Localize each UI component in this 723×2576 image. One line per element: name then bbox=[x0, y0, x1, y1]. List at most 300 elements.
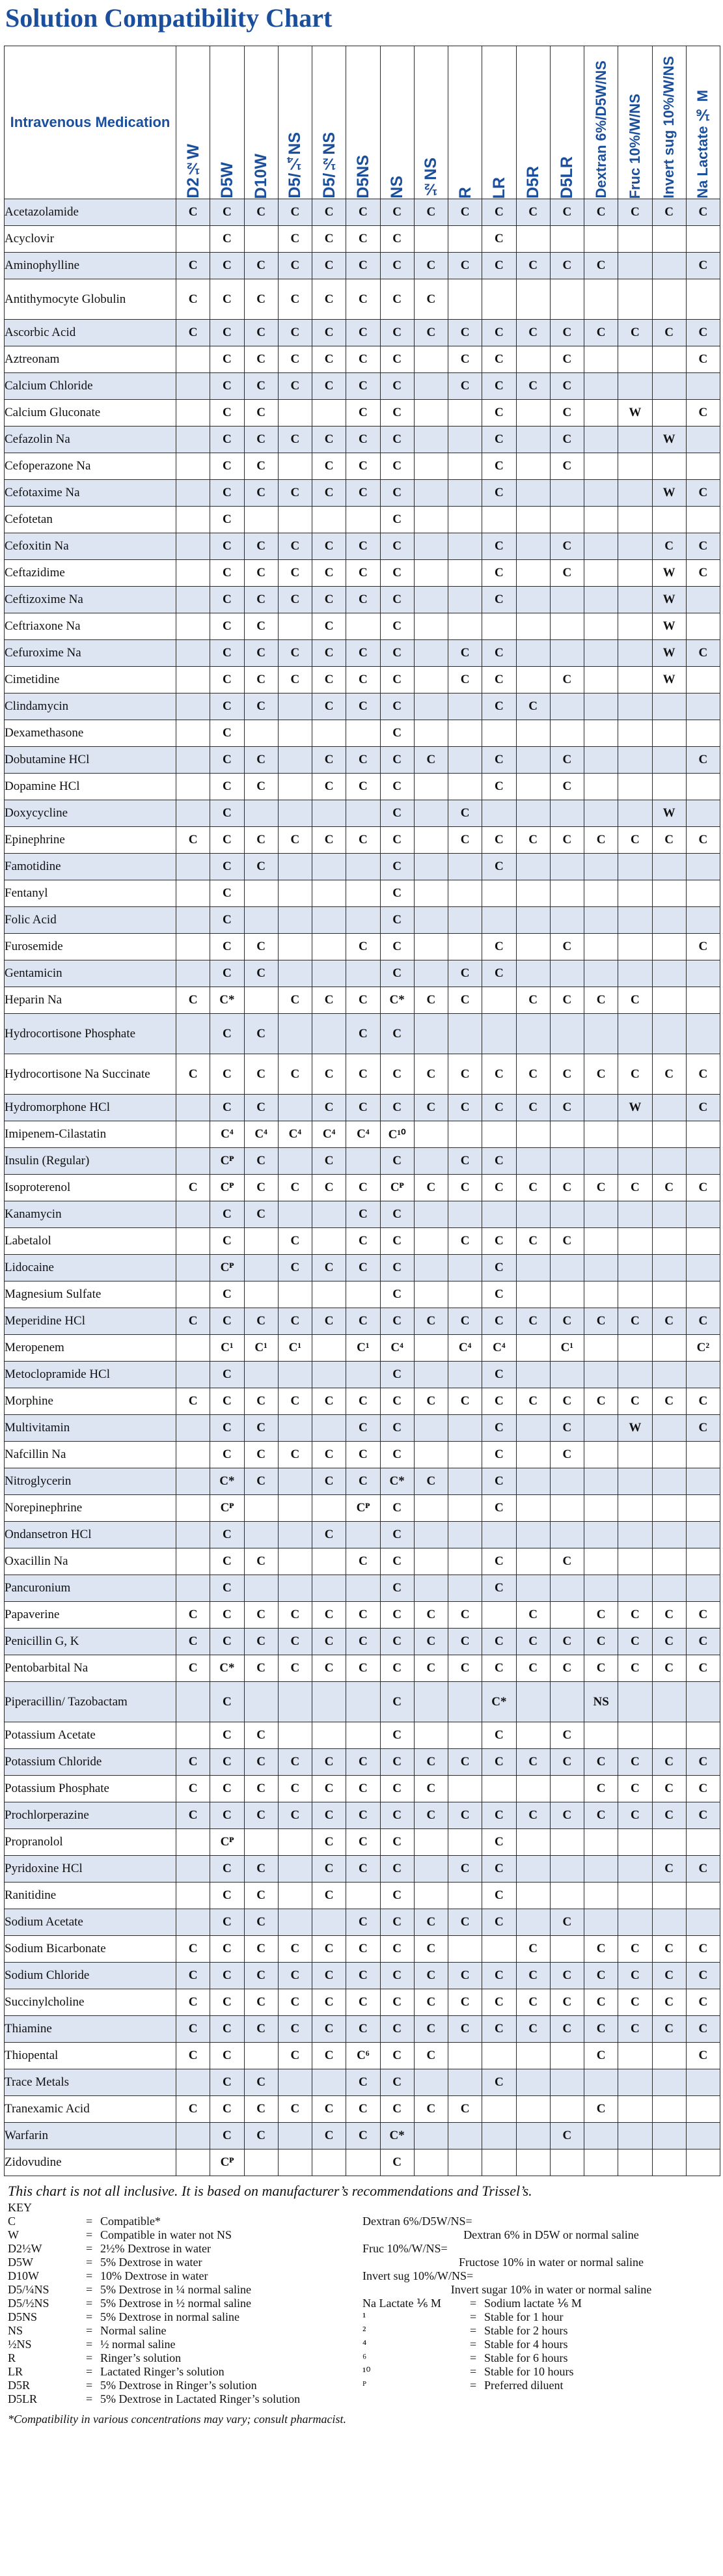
compatibility-cell: C bbox=[312, 640, 346, 667]
compatibility-cell bbox=[618, 907, 652, 934]
compatibility-cell: C bbox=[414, 2016, 448, 2043]
compatibility-cell: C bbox=[686, 199, 720, 226]
compatibility-cell bbox=[414, 667, 448, 693]
compatibility-cell bbox=[652, 854, 686, 880]
compatibility-cell bbox=[618, 453, 652, 480]
compatibility-cell bbox=[652, 373, 686, 400]
compatibility-cell: C* bbox=[380, 1468, 414, 1495]
compatibility-cell bbox=[550, 1468, 584, 1495]
compatibility-cell: C bbox=[448, 1909, 482, 1936]
compatibility-cell: Cᴾ bbox=[210, 1829, 244, 1856]
compatibility-cell bbox=[448, 2043, 482, 2069]
compatibility-cell bbox=[686, 1281, 720, 1308]
key-eq: = bbox=[470, 2338, 477, 2351]
compatibility-cell bbox=[414, 1682, 448, 1722]
compatibility-cell: W bbox=[618, 1095, 652, 1121]
compatibility-cell bbox=[346, 507, 380, 533]
compatibility-cell bbox=[652, 1335, 686, 1362]
compatibility-cell bbox=[176, 1255, 210, 1281]
compatibility-cell bbox=[482, 1014, 516, 1054]
compatibility-cell bbox=[448, 880, 482, 907]
key-entry bbox=[8, 2310, 362, 2324]
compatibility-cell bbox=[346, 907, 380, 934]
compatibility-cell: C bbox=[550, 1802, 584, 1829]
compatibility-cell bbox=[516, 774, 550, 800]
compatibility-cell: C bbox=[278, 1602, 312, 1629]
compatibility-cell bbox=[278, 1548, 312, 1575]
key-abbr: NS bbox=[8, 2324, 23, 2337]
compatibility-cell: C bbox=[686, 934, 720, 960]
compatibility-cell bbox=[176, 1335, 210, 1362]
compatibility-cell bbox=[652, 1095, 686, 1121]
compatibility-cell: C bbox=[380, 1989, 414, 2016]
compatibility-cell bbox=[516, 1281, 550, 1308]
compatibility-cell: C bbox=[584, 1054, 618, 1095]
compatibility-cell: C* bbox=[380, 987, 414, 1014]
compatibility-cell: C bbox=[380, 346, 414, 373]
compatibility-cell bbox=[278, 1829, 312, 1856]
compatibility-cell: C bbox=[482, 453, 516, 480]
compatibility-cell: C bbox=[550, 1228, 584, 1255]
compatibility-cell: C bbox=[244, 320, 278, 346]
compatibility-cell: C bbox=[312, 1175, 346, 1201]
compatibility-cell: C bbox=[244, 279, 278, 320]
compatibility-cell bbox=[244, 1495, 278, 1522]
compatibility-cell bbox=[176, 373, 210, 400]
compatibility-cell bbox=[312, 960, 346, 987]
compatibility-cell: C bbox=[618, 1749, 652, 1776]
compatibility-cell: C bbox=[346, 1468, 380, 1495]
compatibility-cell: C¹⁰ bbox=[380, 1121, 414, 1148]
compatibility-cell bbox=[652, 2149, 686, 2176]
compatibility-cell: C bbox=[482, 1308, 516, 1335]
compatibility-cell bbox=[584, 2069, 618, 2096]
compatibility-cell: C bbox=[210, 253, 244, 279]
compatibility-cell bbox=[244, 720, 278, 747]
compatibility-cell bbox=[448, 934, 482, 960]
compatibility-cell bbox=[278, 880, 312, 907]
compatibility-cell: C bbox=[380, 199, 414, 226]
compatibility-cell: C bbox=[210, 960, 244, 987]
compatibility-cell: C bbox=[312, 1522, 346, 1548]
table-row bbox=[5, 1602, 720, 1629]
compatibility-cell bbox=[176, 1095, 210, 1121]
column-header-label: Invert sug 10%/W/NS bbox=[661, 56, 677, 199]
key-entry bbox=[8, 2351, 362, 2365]
medication-name: Meperidine HCl bbox=[5, 1308, 176, 1335]
key-entry bbox=[362, 2379, 714, 2392]
compatibility-cell: C bbox=[210, 720, 244, 747]
compatibility-cell bbox=[414, 1442, 448, 1468]
compatibility-cell bbox=[414, 1201, 448, 1228]
compatibility-cell: C bbox=[312, 427, 346, 453]
compatibility-cell: C bbox=[380, 854, 414, 880]
compatibility-cell: C bbox=[278, 480, 312, 507]
compatibility-cell bbox=[414, 613, 448, 640]
column-header bbox=[346, 46, 380, 199]
column-header-label: D2½W bbox=[184, 144, 202, 199]
compatibility-cell: C bbox=[550, 533, 584, 560]
key-def: Lactated Ringer’s solution bbox=[100, 2365, 225, 2378]
compatibility-cell: C bbox=[346, 1415, 380, 1442]
column-header bbox=[618, 46, 652, 199]
compatibility-cell: C bbox=[278, 560, 312, 587]
compatibility-cell: C bbox=[244, 1802, 278, 1829]
compatibility-cell: C bbox=[176, 1776, 210, 1802]
key-abbr: ᴾ bbox=[362, 2379, 366, 2392]
table-row bbox=[5, 1522, 720, 1548]
compatibility-cell: C bbox=[210, 1722, 244, 1749]
compatibility-cell: C bbox=[380, 747, 414, 774]
compatibility-cell bbox=[516, 480, 550, 507]
compatibility-cell bbox=[516, 346, 550, 373]
compatibility-cell: C bbox=[312, 453, 346, 480]
medication-name: Pentobarbital Na bbox=[5, 1655, 176, 1682]
compatibility-cell: C bbox=[278, 587, 312, 613]
compatibility-cell: C bbox=[244, 774, 278, 800]
compatibility-cell: C bbox=[618, 1802, 652, 1829]
compatibility-cell bbox=[176, 1148, 210, 1175]
compatibility-cell: C bbox=[380, 907, 414, 934]
compatibility-cell bbox=[584, 854, 618, 880]
compatibility-cell bbox=[550, 720, 584, 747]
compatibility-cell bbox=[550, 1522, 584, 1548]
compatibility-cell: C bbox=[482, 1095, 516, 1121]
compatibility-cell bbox=[448, 2123, 482, 2149]
key-entry bbox=[362, 2324, 714, 2338]
compatibility-cell bbox=[176, 2123, 210, 2149]
compatibility-cell: C bbox=[312, 2016, 346, 2043]
compatibility-cell: C bbox=[516, 1228, 550, 1255]
compatibility-cell: C bbox=[244, 1602, 278, 1629]
compatibility-cell bbox=[176, 226, 210, 253]
compatibility-cell: C bbox=[346, 1054, 380, 1095]
compatibility-cell: C bbox=[346, 2123, 380, 2149]
compatibility-cell: W bbox=[652, 800, 686, 827]
compatibility-cell bbox=[618, 1522, 652, 1548]
compatibility-cell bbox=[584, 1722, 618, 1749]
medication-name: Cefotaxime Na bbox=[5, 480, 176, 507]
compatibility-cell: C bbox=[244, 2096, 278, 2123]
compatibility-cell: C bbox=[176, 1963, 210, 1989]
compatibility-cell: C bbox=[482, 199, 516, 226]
compatibility-cell bbox=[584, 507, 618, 533]
compatibility-cell bbox=[652, 1255, 686, 1281]
compatibility-cell bbox=[448, 907, 482, 934]
compatibility-cell bbox=[618, 854, 652, 880]
compatibility-cell: C bbox=[380, 1963, 414, 1989]
compatibility-cell: C bbox=[312, 373, 346, 400]
compatibility-cell bbox=[686, 2149, 720, 2176]
compatibility-cell bbox=[448, 1014, 482, 1054]
compatibility-cell: C bbox=[380, 1776, 414, 1802]
compatibility-cell: C bbox=[380, 1722, 414, 1749]
compatibility-cell: C bbox=[210, 400, 244, 427]
compatibility-cell bbox=[312, 1228, 346, 1255]
compatibility-cell bbox=[278, 1201, 312, 1228]
compatibility-cell: C bbox=[482, 346, 516, 373]
compatibility-cell bbox=[618, 1442, 652, 1468]
compatibility-cell: W bbox=[652, 667, 686, 693]
compatibility-cell: C bbox=[686, 1095, 720, 1121]
key-entry bbox=[362, 2269, 714, 2297]
compatibility-cell: C bbox=[244, 934, 278, 960]
compatibility-cell bbox=[448, 774, 482, 800]
key-def: 5% Dextrose in ¼ normal saline bbox=[100, 2283, 251, 2296]
compatibility-cell bbox=[652, 253, 686, 279]
medication-name: Nitroglycerin bbox=[5, 1468, 176, 1495]
compatibility-cell: C* bbox=[210, 1655, 244, 1682]
compatibility-cell: C bbox=[550, 1415, 584, 1442]
medication-name: Morphine bbox=[5, 1388, 176, 1415]
compatibility-cell: C bbox=[482, 640, 516, 667]
compatibility-cell bbox=[482, 1201, 516, 1228]
medication-name: Fentanyl bbox=[5, 880, 176, 907]
compatibility-cell bbox=[414, 960, 448, 987]
key-def: ½ normal saline bbox=[100, 2338, 176, 2351]
compatibility-cell: C bbox=[278, 373, 312, 400]
compatibility-cell: C bbox=[448, 2096, 482, 2123]
medication-name: Hydrocortisone Na Succinate bbox=[5, 1054, 176, 1095]
compatibility-cell bbox=[346, 1883, 380, 1909]
compatibility-cell: C bbox=[652, 1629, 686, 1655]
compatibility-cell bbox=[584, 373, 618, 400]
compatibility-cell bbox=[346, 1522, 380, 1548]
compatibility-cell: C bbox=[448, 320, 482, 346]
compatibility-cell bbox=[550, 613, 584, 640]
compatibility-cell bbox=[448, 1415, 482, 1442]
key-abbr: ¹⁰ bbox=[362, 2365, 371, 2378]
medication-name: Aminophylline bbox=[5, 253, 176, 279]
compatibility-cell: C bbox=[210, 507, 244, 533]
column-header bbox=[482, 46, 516, 199]
compatibility-cell: C bbox=[618, 1308, 652, 1335]
key-def: Sodium lactate ⅙ M bbox=[484, 2297, 582, 2310]
medication-name: Ondansetron HCl bbox=[5, 1522, 176, 1548]
column-header-label: D5W bbox=[217, 162, 236, 199]
compatibility-cell: C¹ bbox=[550, 1335, 584, 1362]
compatibility-cell bbox=[448, 400, 482, 427]
compatibility-cell: C bbox=[278, 1054, 312, 1095]
compatibility-cell: C bbox=[210, 1054, 244, 1095]
compatibility-cell: C bbox=[380, 1829, 414, 1856]
compatibility-cell: C bbox=[278, 2043, 312, 2069]
compatibility-cell bbox=[618, 1575, 652, 1602]
compatibility-cell bbox=[686, 2123, 720, 2149]
compatibility-cell: C bbox=[652, 533, 686, 560]
compatibility-cell: C bbox=[652, 1655, 686, 1682]
compatibility-cell: C bbox=[618, 320, 652, 346]
compatibility-cell: C bbox=[176, 253, 210, 279]
compatibility-cell bbox=[312, 1362, 346, 1388]
compatibility-cell bbox=[618, 346, 652, 373]
compatibility-cell: C¹ bbox=[210, 1335, 244, 1362]
compatibility-cell bbox=[516, 1883, 550, 1909]
compatibility-cell bbox=[278, 1909, 312, 1936]
compatibility-cell: C bbox=[176, 1388, 210, 1415]
compatibility-cell bbox=[414, 453, 448, 480]
compatibility-cell bbox=[584, 2149, 618, 2176]
compatibility-cell bbox=[414, 1228, 448, 1255]
compatibility-cell bbox=[550, 587, 584, 613]
compatibility-cell bbox=[550, 1856, 584, 1883]
compatibility-cell: C bbox=[312, 693, 346, 720]
table-row bbox=[5, 774, 720, 800]
compatibility-cell bbox=[516, 1148, 550, 1175]
table-row bbox=[5, 2096, 720, 2123]
compatibility-cell bbox=[448, 1776, 482, 1802]
compatibility-cell: C bbox=[244, 560, 278, 587]
table-row bbox=[5, 1308, 720, 1335]
compatibility-cell bbox=[176, 560, 210, 587]
compatibility-cell bbox=[414, 1495, 448, 1522]
compatibility-cell: C bbox=[346, 1602, 380, 1629]
compatibility-cell: C⁴ bbox=[380, 1335, 414, 1362]
medication-name: Ceftazidime bbox=[5, 560, 176, 587]
compatibility-cell: C bbox=[482, 1362, 516, 1388]
compatibility-cell bbox=[414, 1362, 448, 1388]
medication-name: Lidocaine bbox=[5, 1255, 176, 1281]
compatibility-cell: C bbox=[482, 427, 516, 453]
compatibility-cell bbox=[176, 1856, 210, 1883]
compatibility-cell: C bbox=[448, 1802, 482, 1829]
compatibility-cell bbox=[176, 533, 210, 560]
compatibility-cell bbox=[414, 427, 448, 453]
compatibility-cell bbox=[278, 400, 312, 427]
compatibility-cell: C bbox=[244, 1308, 278, 1335]
compatibility-cell: C bbox=[482, 1989, 516, 2016]
compatibility-cell: C bbox=[346, 279, 380, 320]
compatibility-cell: C bbox=[312, 253, 346, 279]
compatibility-cell bbox=[584, 1255, 618, 1281]
compatibility-cell: C bbox=[550, 1989, 584, 2016]
compatibility-cell bbox=[278, 907, 312, 934]
compatibility-cell bbox=[278, 747, 312, 774]
key-abbr: R bbox=[8, 2351, 16, 2364]
compatibility-cell: C bbox=[550, 320, 584, 346]
compatibility-cell bbox=[584, 1909, 618, 1936]
compatibility-cell bbox=[482, 507, 516, 533]
compatibility-cell bbox=[516, 507, 550, 533]
compatibility-cell bbox=[414, 346, 448, 373]
compatibility-cell: C bbox=[312, 667, 346, 693]
compatibility-cell bbox=[652, 1722, 686, 1749]
compatibility-cell: C bbox=[176, 1802, 210, 1829]
compatibility-cell: C bbox=[244, 1749, 278, 1776]
key-def: Compatible* bbox=[100, 2215, 161, 2228]
compatibility-cell: C bbox=[414, 2096, 448, 2123]
key-eq: = bbox=[86, 2215, 93, 2228]
compatibility-cell bbox=[414, 1856, 448, 1883]
compatibility-cell: C bbox=[652, 1963, 686, 1989]
medication-name: Pancuronium bbox=[5, 1575, 176, 1602]
medication-name: Insulin (Regular) bbox=[5, 1148, 176, 1175]
compatibility-cell bbox=[414, 226, 448, 253]
compatibility-cell: C bbox=[312, 1749, 346, 1776]
table-row bbox=[5, 1201, 720, 1228]
compatibility-cell: C bbox=[312, 1442, 346, 1468]
column-header bbox=[244, 46, 278, 199]
compatibility-cell: C bbox=[584, 1308, 618, 1335]
compatibility-cell: C bbox=[482, 1655, 516, 1682]
compatibility-cell bbox=[618, 1228, 652, 1255]
key-entry bbox=[8, 2365, 362, 2379]
compatibility-cell: C bbox=[176, 1936, 210, 1963]
compatibility-cell bbox=[482, 2123, 516, 2149]
compatibility-cell: C bbox=[686, 2016, 720, 2043]
compatibility-cell bbox=[312, 720, 346, 747]
compatibility-cell bbox=[176, 480, 210, 507]
compatibility-cell bbox=[584, 880, 618, 907]
compatibility-cell bbox=[278, 1722, 312, 1749]
compatibility-cell bbox=[550, 1121, 584, 1148]
compatibility-cell: C bbox=[210, 1014, 244, 1054]
compatibility-cell bbox=[244, 1682, 278, 1722]
compatibility-cell: C bbox=[482, 373, 516, 400]
table-row bbox=[5, 1776, 720, 1802]
compatibility-cell: C bbox=[584, 1602, 618, 1629]
compatibility-cell bbox=[176, 1281, 210, 1308]
compatibility-cell: C bbox=[550, 1388, 584, 1415]
compatibility-cell: C bbox=[516, 373, 550, 400]
compatibility-cell bbox=[516, 1335, 550, 1362]
compatibility-cell bbox=[176, 880, 210, 907]
compatibility-cell: C bbox=[244, 199, 278, 226]
compatibility-cell bbox=[448, 1883, 482, 1909]
compatibility-cell bbox=[176, 800, 210, 827]
compatibility-cell: C bbox=[244, 693, 278, 720]
compatibility-cell: C bbox=[550, 2123, 584, 2149]
key-entry bbox=[8, 2324, 362, 2338]
compatibility-cell bbox=[686, 1682, 720, 1722]
compatibility-cell bbox=[312, 880, 346, 907]
compatibility-cell: C bbox=[448, 2016, 482, 2043]
compatibility-cell: C bbox=[482, 2016, 516, 2043]
medication-name: Succinylcholine bbox=[5, 1989, 176, 2016]
table-row bbox=[5, 1468, 720, 1495]
compatibility-cell bbox=[414, 1148, 448, 1175]
compatibility-cell: C bbox=[278, 1963, 312, 1989]
compatibility-cell bbox=[176, 1014, 210, 1054]
compatibility-cell: C bbox=[380, 1802, 414, 1829]
compatibility-cell bbox=[482, 1121, 516, 1148]
compatibility-cell: C bbox=[346, 1629, 380, 1655]
compatibility-cell bbox=[652, 880, 686, 907]
compatibility-cell bbox=[516, 226, 550, 253]
compatibility-cell: C bbox=[312, 1602, 346, 1629]
medication-name: Cefuroxime Na bbox=[5, 640, 176, 667]
compatibility-cell: C bbox=[278, 640, 312, 667]
compatibility-cell bbox=[176, 854, 210, 880]
compatibility-cell: C bbox=[380, 587, 414, 613]
column-header-label: ½NS bbox=[422, 158, 441, 199]
compatibility-cell: C bbox=[414, 1175, 448, 1201]
compatibility-cell: C bbox=[380, 279, 414, 320]
compatibility-cell: C bbox=[210, 427, 244, 453]
compatibility-cell bbox=[278, 1575, 312, 1602]
compatibility-cell bbox=[584, 934, 618, 960]
compatibility-cell: C bbox=[516, 1629, 550, 1655]
compatibility-cell bbox=[278, 854, 312, 880]
compatibility-cell: C bbox=[380, 253, 414, 279]
medication-name: Papaverine bbox=[5, 1602, 176, 1629]
key-def: 10% Dextrose in water bbox=[100, 2269, 208, 2282]
compatibility-cell: C⁶ bbox=[346, 2043, 380, 2069]
compatibility-cell: C bbox=[346, 320, 380, 346]
column-header-label: D5/½NS bbox=[320, 132, 338, 199]
compatibility-cell bbox=[516, 640, 550, 667]
key-entry bbox=[8, 2392, 362, 2406]
